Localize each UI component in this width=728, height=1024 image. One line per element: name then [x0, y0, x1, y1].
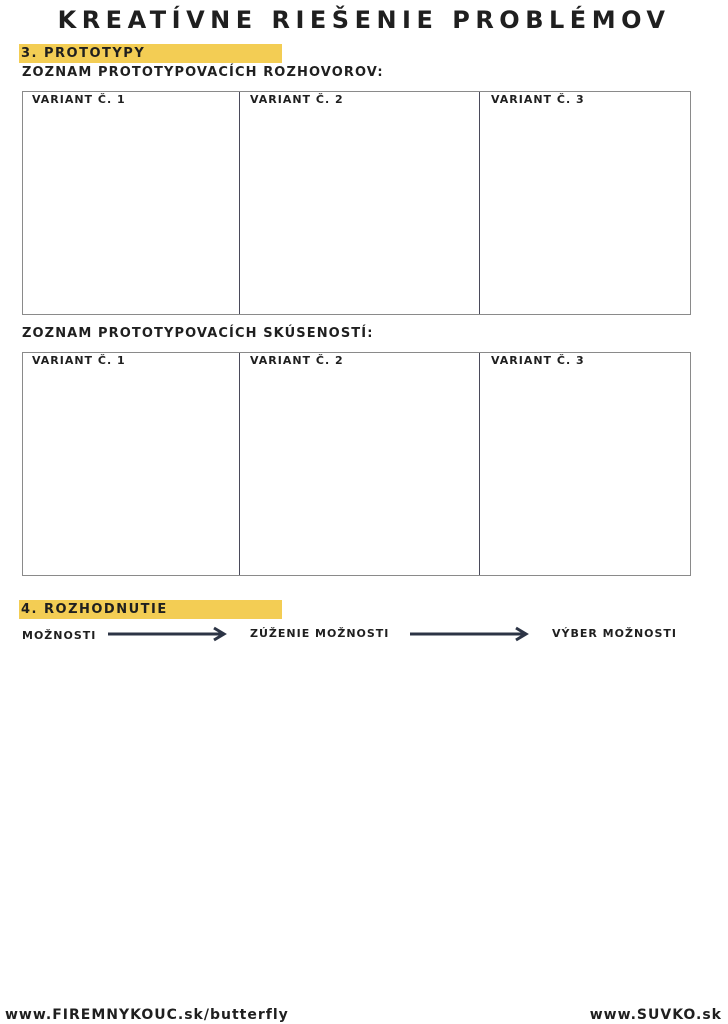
experiences-variant-1-label: VARIANT Č. 1 [32, 354, 126, 367]
column-divider [479, 92, 480, 314]
interviews-variant-3-label: VARIANT Č. 3 [491, 93, 585, 106]
column-divider [239, 92, 240, 314]
flow-step-selection: VÝBER MOŽNOSTI [552, 627, 678, 640]
interviews-variant-2-label: VARIANT Č. 2 [250, 93, 344, 106]
page-title: KREATÍVNE RIEŠENIE PROBLÉMOV [57, 6, 671, 34]
flow-step-narrowing: ZÚŽENIE MOŽNOSTI [250, 627, 390, 640]
experiences-table [22, 352, 691, 576]
interviews-subtitle: ZOZNAM PROTOTYPOVACÍCH ROZHOVOROV: [22, 65, 384, 80]
footer-link-left[interactable]: www.FIREMNYKOUC.sk/butterfly [5, 1007, 289, 1023]
footer-link-right[interactable]: www.SUVKO.sk [589, 1007, 722, 1023]
experiences-subtitle: ZOZNAM PROTOTYPOVACÍCH SKÚSENOSTÍ: [22, 326, 374, 341]
experiences-variant-2-label: VARIANT Č. 2 [250, 354, 344, 367]
interviews-table [22, 91, 691, 315]
section-4-title: 4. ROZHODNUTIE [21, 602, 168, 617]
experiences-variant-3-label: VARIANT Č. 3 [491, 354, 585, 367]
interviews-variant-1-label: VARIANT Č. 1 [32, 93, 126, 106]
section-3-title: 3. PROTOTYPY [21, 46, 146, 61]
arrow-right-icon [410, 626, 530, 642]
arrow-right-icon [108, 626, 228, 642]
flow-step-options: MOŽNOSTI [22, 629, 97, 642]
column-divider [479, 353, 480, 575]
column-divider [239, 353, 240, 575]
